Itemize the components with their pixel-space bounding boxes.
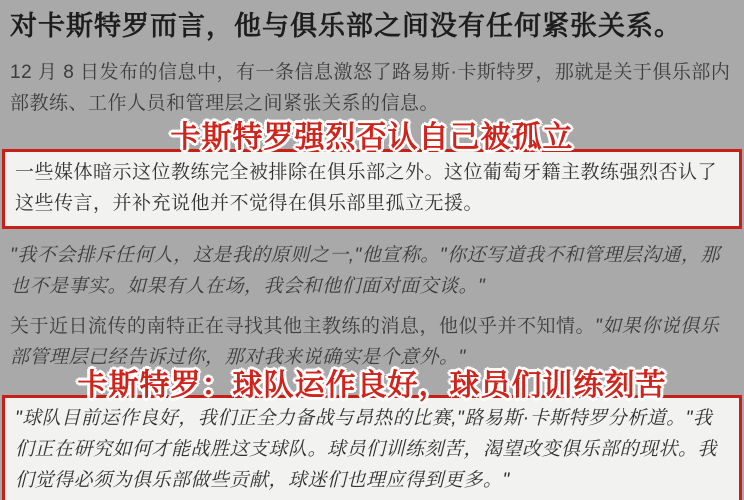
section-heading-team: 卡斯特罗：球队运作良好，球员们训练刻苦	[77, 369, 667, 402]
page-title: 对卡斯特罗而言，他与俱乐部之间没有任何紧张关系。	[10, 11, 682, 41]
nantes-paragraph	[0, 311, 744, 373]
intro-paragraph: 12 月 8 日发布的信息中，有一条信息激怒了路易斯·卡斯特罗，那就是关于俱乐部内部教练、工作人员和管理层之间紧张关系的信息。	[10, 62, 731, 114]
nantes-paragraph-quote: "如果你说俱乐部管理层已经告诉过你，那对我来说确实是个意外。"	[10, 316, 720, 368]
highlight-box-team	[2, 395, 742, 500]
coach-quote-paragraph: "我不会排斥任何人，这是我的原则之一,"他宣称。"你还写道我不和管理层沟通，那也不是事实。如果有人在场，我会和他们面对面交谈。"	[10, 245, 721, 297]
highlight-box-isolation	[2, 149, 742, 229]
nantes-paragraph-plain: 关于近日流传的南特正在寻找其他主教练的消息，他似乎并不知情。	[10, 316, 596, 337]
highlight-box-team-text: "球队目前运作良好，我们正全力备战与昂热的比赛,"路易斯·卡斯特罗分析道。"我们正在研究如何才能战胜这支球队。球员们训练刻苦，渴望改变俱乐部的现状。我们觉得必须为俱乐部做些贡献，球迷们也理应得到更多。"	[15, 408, 718, 491]
highlight-box-isolation-text: 一些媒体暗示这位教练完全被排除在俱乐部之外。这位葡萄牙籍主教练强烈否认了这些传言，并补充说他并不觉得在俱乐部里孤立无援。	[15, 162, 718, 214]
section-heading-isolation: 卡斯特罗强烈否认自己被孤立	[170, 121, 574, 154]
